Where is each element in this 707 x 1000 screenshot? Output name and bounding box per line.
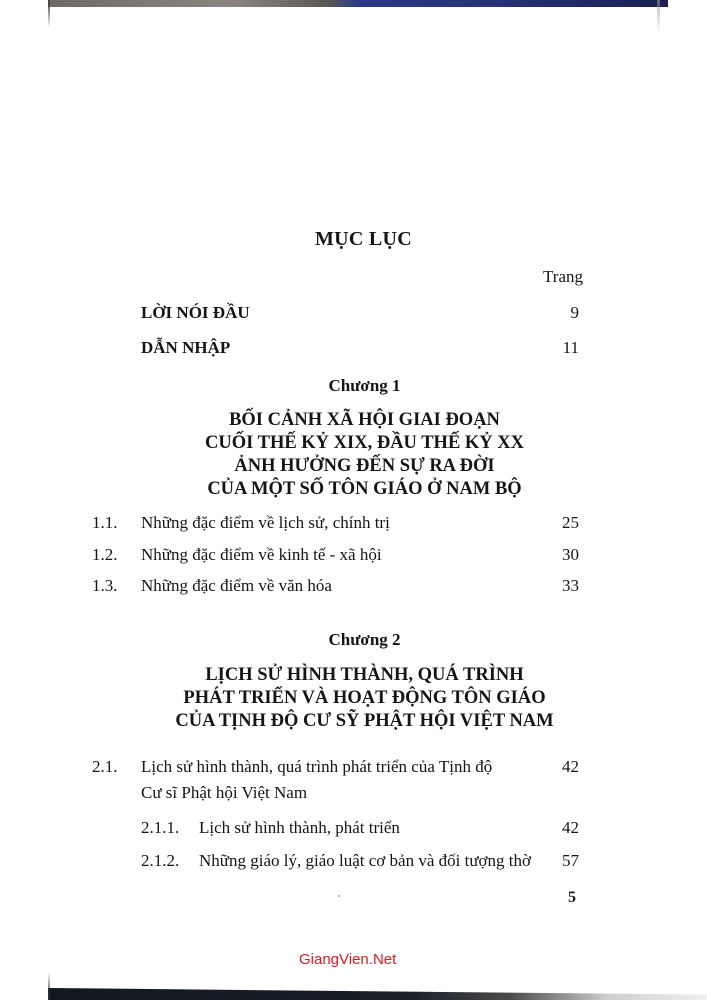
chapter-title-line: CUỐI THẾ KỶ XIX, ĐẦU THẾ KỶ XX [205, 433, 524, 453]
chapter-title-line: CỦA MỘT SỐ TÔN GIÁO Ở NAM BỘ [207, 479, 522, 499]
toc-entry-text-line: Lịch sử hình thành, quá trình phát triển của Tịnh độ [141, 757, 493, 776]
scan-top-edge [48, 0, 668, 7]
chapter-title-line: BỐI CẢNH XÃ HỘI GIAI ĐOẠN [229, 410, 500, 430]
scan-bottom-edge [48, 988, 707, 1000]
page-title: MỤC LỤC [314, 228, 413, 250]
toc-entry-text: Những đặc điểm về kinh tế - xã hội [141, 545, 382, 564]
chapter-2-title [0, 664, 707, 733]
toc-entry-number: 2.1.2. [141, 851, 180, 870]
toc-entry-text: Những giáo lý, giáo luật cơ bản và đối tượng thờ [199, 851, 531, 870]
toc-entry-number: 1.2. [92, 545, 118, 564]
toc-entry-number: 1.1. [92, 513, 118, 532]
toc-entry-label: LỜI NÓI ĐẦU [141, 303, 250, 322]
chapter-title-line: CỦA TỊNH ĐỘ CƯ SỸ PHẬT HỘI VIỆT NAM [175, 711, 554, 731]
toc-entry-page: 33 [562, 576, 579, 595]
toc-entry-introduction[interactable] [141, 338, 579, 358]
page-number: 5 [568, 889, 576, 906]
toc-entry-text: Những đặc điểm về văn hóa [141, 576, 332, 595]
toc-entry-text: Lịch sử hình thành, phát triển [199, 818, 400, 837]
scan-left-shadow [48, 0, 50, 28]
toc-entry-2-1[interactable] [92, 755, 579, 811]
toc-entry-page: 30 [562, 545, 579, 564]
toc-entry-page: 11 [562, 338, 579, 357]
toc-entry-number: 1.3. [92, 576, 118, 595]
page-column-label: Trang [543, 267, 583, 286]
scan-right-shadow [657, 0, 660, 35]
toc-entry-text [141, 755, 531, 805]
chapter-title-line: PHÁT TRIỂN VÀ HOẠT ĐỘNG TÔN GIÁO [183, 688, 546, 708]
chapter-1-label: Chương 1 [328, 376, 401, 395]
toc-entry-text: Những đặc điểm về lịch sử, chính trị [141, 513, 390, 532]
toc-entry-preface[interactable] [141, 303, 579, 323]
toc-entry-page: 25 [562, 513, 579, 532]
chapter-title-line: LỊCH SỬ HÌNH THÀNH, QUÁ TRÌNH [205, 665, 524, 685]
toc-entry-text-line: Cư sĩ Phật hội Việt Nam [141, 783, 308, 802]
scan-bottom-left-shadow [48, 972, 50, 1000]
toc-entry-page: 42 [562, 757, 579, 776]
chapter-2-label: Chương 2 [328, 630, 401, 649]
toc-entry-number: 2.1.1. [141, 818, 180, 837]
toc-entry-number: 2.1. [92, 757, 118, 776]
chapter-title-line: ẢNH HƯỞNG ĐẾN SỰ RA ĐỜI [234, 456, 495, 476]
toc-entry-label: DẪN NHẬP [141, 338, 231, 357]
scan-speck [338, 895, 340, 897]
toc-entry-page: 57 [562, 851, 579, 870]
chapter-1-title [0, 409, 707, 501]
toc-entry-page: 9 [570, 303, 579, 322]
watermark: GiangVien.Net [299, 951, 397, 968]
toc-entry-page: 42 [562, 818, 579, 837]
